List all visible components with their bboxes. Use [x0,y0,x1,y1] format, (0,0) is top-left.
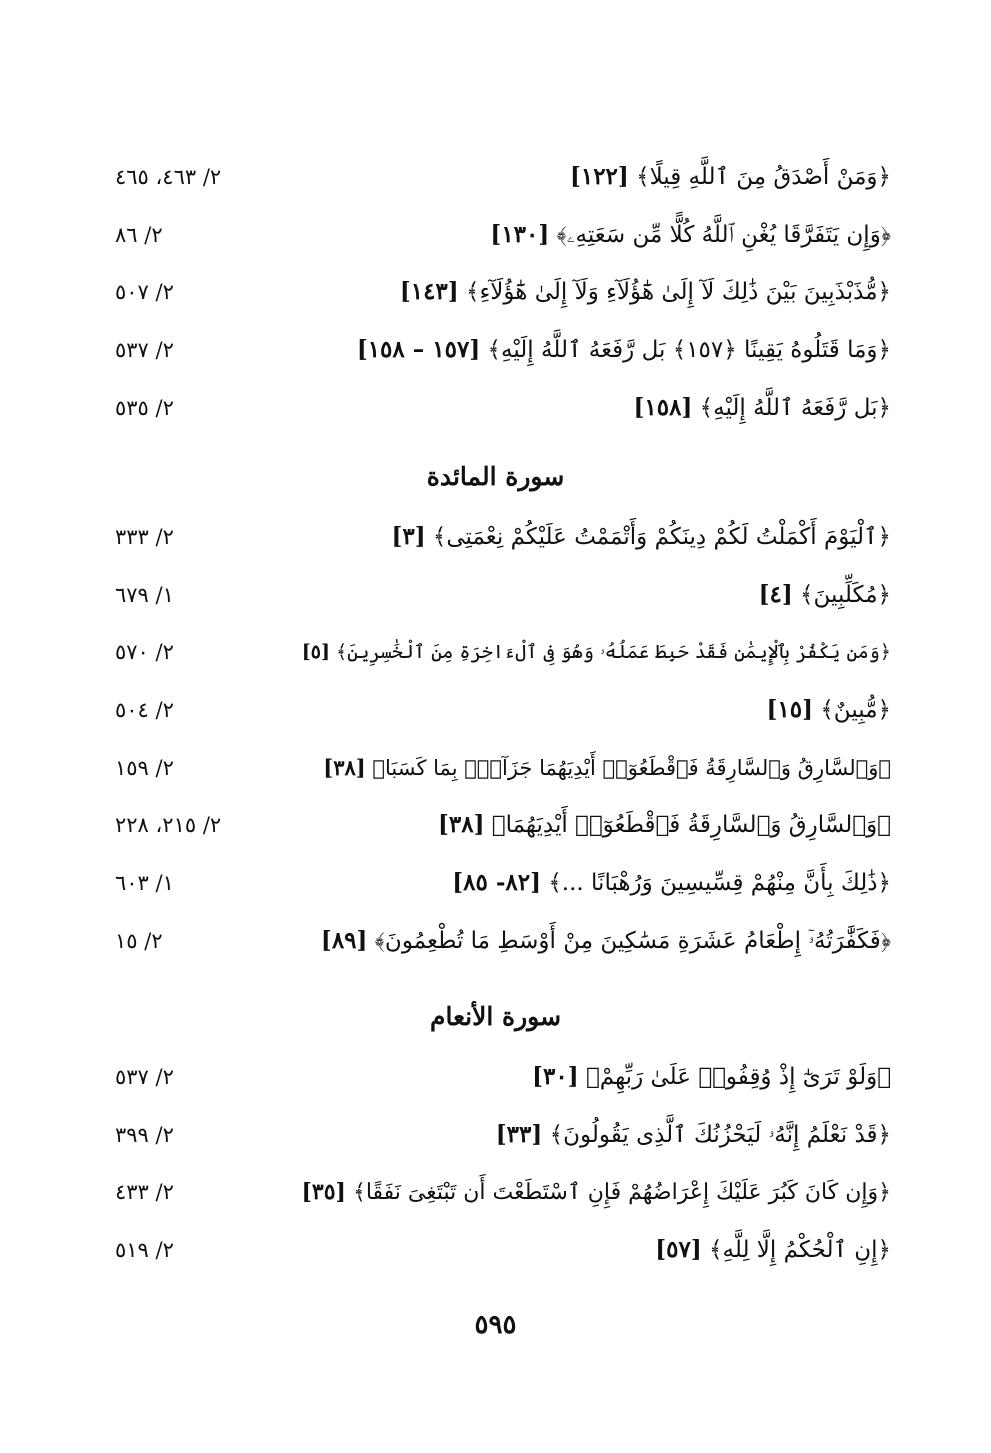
verse-text: ﴿وَٱلسَّارِقُ وَٱلسَّارِقَةُ فَٱقْطَعُوٓا۟ أَيْدِيَهُمَا﴾ [٣٨] [437,811,891,839]
list-item [0,510,991,568]
list-item [0,265,991,323]
volume-page-ref: ٢/ ٥٣٥ [115,395,174,420]
list-item [0,683,991,741]
verse-text: ﴿فَكَفَّٰرَتُهُۥٓ إِطْعَامُ عَشَرَةِ مَسَٰكِينَ مِنْ أَوْسَطِ مَا تُطْعِمُونَ﴾ [٨٩] [320,926,891,954]
volume-page-ref: ٢/ ٣٩٩ [115,1122,174,1147]
list-item [0,208,991,266]
verse-text: ﴿وَإِن كَانَ كَبُرَ عَلَيْكَ إِعْرَاضُهُمْ فَإِنِ ٱسْتَطَعْتَ أَن تَبْتَغِىَ نَفَقًا﴾ [٣٥] [301,1179,891,1206]
verse-text: ﴿بَل رَّفَعَهُ ٱللَّهُ إِلَيْهِ﴾ [١٥٨] [633,393,891,421]
list-item [0,150,991,208]
list-item [0,381,991,439]
list-item [0,1223,991,1281]
verse-text: ﴿ذَٰلِكَ بِأَنَّ مِنْهُمْ قِسِّيسِينَ وَرُهْبَانًا ...﴾ [٨٢- ٨٥] [452,869,891,897]
volume-page-ref: ٢/ ٨٦ [115,222,163,247]
volume-page-ref: ٢/ ١٥٩ [115,755,174,780]
verse-text: ﴿ٱلْيَوْمَ أَكْمَلْتُ لَكُمْ دِينَكُمْ وَأَتْمَمْتُ عَلَيْكُمْ نِعْمَتِى﴾ [٣] [391,523,891,550]
volume-page-ref: ٢/ ٥٧٠ [115,640,174,665]
verse-text: ﴿وَمَنْ أَصْدَقُ مِنَ ٱللَّهِ قِيلًا﴾ [١٢٢] [569,163,891,190]
list-item [0,568,991,626]
list-item [0,323,991,381]
volume-page-ref: ٢/ ٥٠٤ [115,698,174,723]
volume-page-ref: ٢/ ٥٣٧ [115,338,174,363]
list-item [0,1050,991,1108]
list-item [0,1108,991,1166]
volume-page-ref: ٢/ ٤٦٣، ٤٦٥ [115,165,222,189]
list-item [0,741,991,799]
volume-page-ref: ٢/ ١٥ [115,928,163,953]
section-anam [0,1050,991,1281]
verse-text: ﴿وَلَوْ تَرَىٰٓ إِذْ وُقِفُوا۟ عَلَىٰ رَبِّهِمْ﴾ [٣٠] [532,1063,891,1090]
list-item [0,1165,991,1223]
verse-text: ﴿وَمَن يَكْفُرْ بِٱلْإِيمَٰنِ فَقَدْ حَبِطَ عَمَلُهُۥ وَهُوَ فِى ٱلْءَاخِرَةِ مِنَ ٱلْخَٰسِرِينَ﴾ [٥] [301,641,891,664]
verse-text: ﴿مُّبِينٌ﴾ [١٥] [766,696,891,724]
volume-page-ref: ١/ ٦٠٣ [115,871,174,896]
section-maidah [0,510,991,972]
verse-text: ﴿مُكَلِّبِينَ﴾ [٤] [758,580,891,608]
volume-page-ref: ٢/ ٥٠٧ [115,280,174,305]
volume-page-ref: ٢/ ٣٣٣ [115,525,174,549]
volume-page-ref: ٢/ ٥٣٧ [115,1065,174,1089]
volume-page-ref: ١/ ٦٧٩ [115,582,174,607]
volume-page-ref: ٢/ ٤٣٣ [115,1180,174,1205]
list-item [0,625,991,683]
list-item [0,914,991,972]
verse-text: ﴿وَإِن يَتَفَرَّقَا يُغْنِ ٱللَّهُ كُلًّا مِّن سَعَتِهِۦ﴾ [١٣٠] [490,220,891,248]
verse-text: ﴿وَمَا قَتَلُوهُ يَقِينًا ﴿١٥٧﴾ بَل رَّفَعَهُ ٱللَّهُ إِلَيْهِ﴾ [١٥٧ – ١٥٨] [356,336,891,364]
list-item [0,856,991,914]
surah-heading-anam: سورة الأنعام [429,1002,562,1031]
verse-text: ﴿وَٱلسَّارِقُ وَٱلسَّارِقَةُ فَٱقْطَعُوٓا۟ أَيْدِيَهُمَا جَزَآءًۢ بِمَا كَسَبَا﴾ [٣٨] [323,754,891,780]
surah-heading-maidah: سورة المائدة [426,462,565,491]
section-nisa-continued [0,150,991,438]
verse-text: ﴿مُّذَبْذَبِينَ بَيْنَ ذَٰلِكَ لَآ إِلَىٰ هَٰٓؤُلَآءِ وَلَآ إِلَىٰ هَٰٓؤُلَآءِ﴾ [١٤٣] [399,278,891,306]
page-number: ٥٩٥ [474,1310,517,1340]
volume-page-ref: ٢/ ٢١٥، ٢٢٨ [115,813,222,838]
verse-text: ﴿قَدْ نَعْلَمُ إِنَّهُۥ لَيَحْزُنُكَ ٱلَّذِى يَقُولُونَ﴾ [٣٣] [495,1120,891,1148]
verse-text: ﴿إِنِ ٱلْحُكْمُ إِلَّا لِلَّهِ﴾ [٥٧] [655,1236,891,1264]
volume-page-ref: ٢/ ٥١٩ [115,1238,174,1263]
list-item [0,798,991,856]
